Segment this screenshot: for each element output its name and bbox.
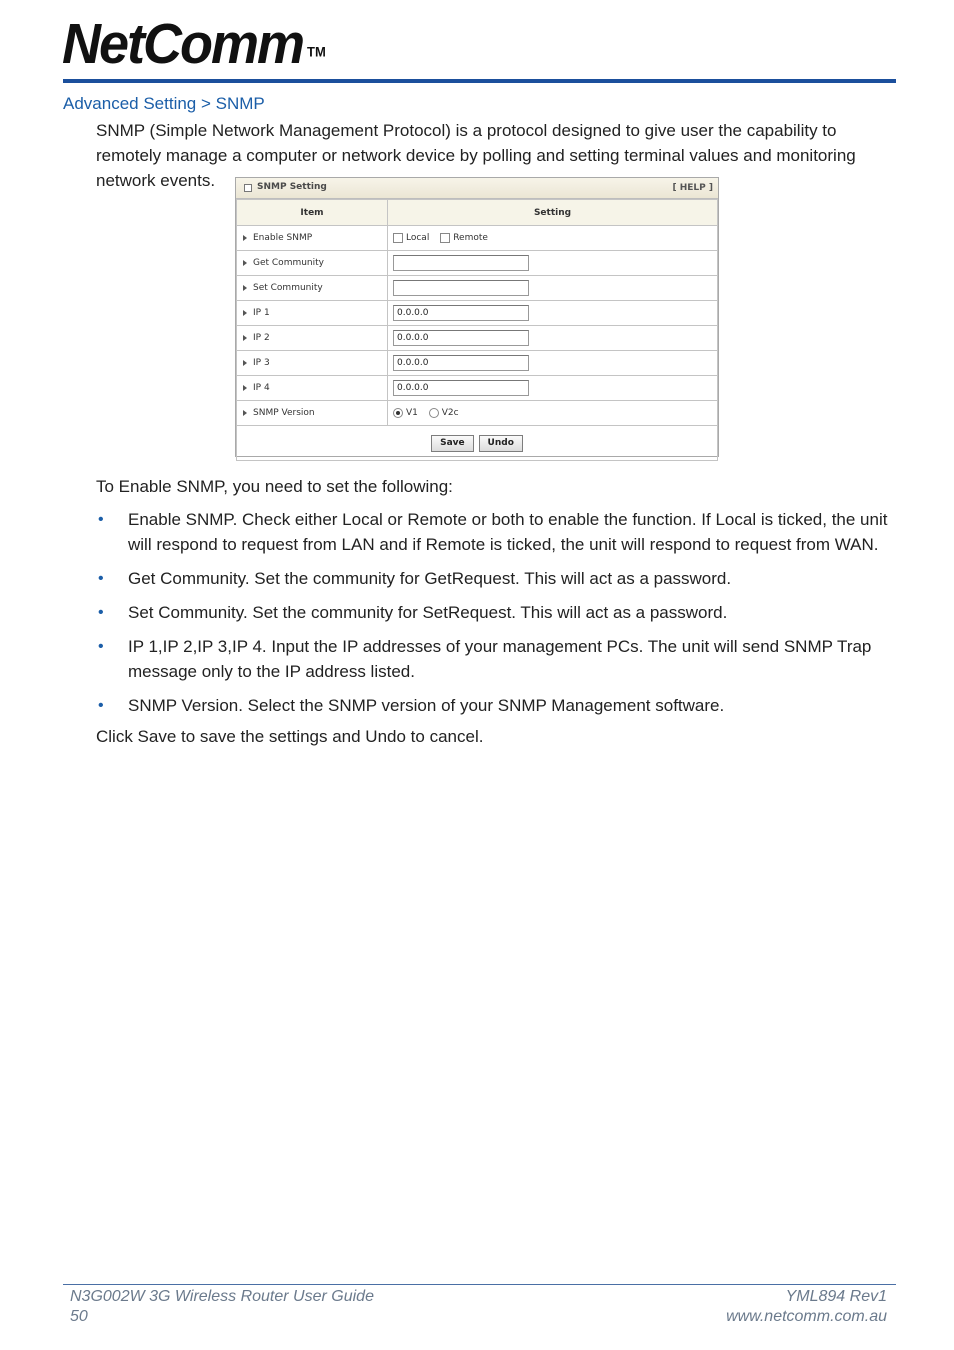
- bullet-icon: •: [98, 697, 104, 714]
- ip1-input[interactable]: [393, 305, 529, 321]
- ip4-input[interactable]: [393, 380, 529, 396]
- local-label: Local: [406, 232, 430, 243]
- arrow-right-icon: [243, 260, 247, 266]
- get-community-input[interactable]: [393, 255, 529, 271]
- footer-rule: [63, 1284, 896, 1285]
- enable-instructions: To Enable SNMP, you need to set the following:: [96, 477, 453, 496]
- table-row: [237, 276, 718, 301]
- bullet-text: IP 1,IP 2,IP 3,IP 4. Input the IP addresses of your management PCs. The unit will send SNMP Trap message only to the IP address listed.: [128, 637, 872, 681]
- bullet-text: SNMP Version. Select the SNMP version of your SNMP Management software.: [128, 696, 725, 715]
- settings-bullet-list: [96, 507, 896, 727]
- table-row: [237, 251, 718, 276]
- bullet-icon: •: [98, 638, 104, 655]
- list-item: [96, 634, 896, 684]
- footer-website: www.netcomm.com.au: [726, 1308, 887, 1325]
- bullet-text: Enable SNMP. Check either Local or Remote or both to enable the function. If Local is ticked, the unit will respond to request from LAN and if Remote is ticked, the unit will respond to request from WAN.: [128, 510, 888, 554]
- bullet-text: Get Community. Set the community for GetRequest. This will act as a password.: [128, 569, 732, 588]
- bullet-icon: •: [98, 511, 104, 528]
- panel-square-icon: [244, 184, 252, 192]
- save-instructions: Click Save to save the settings and Undo to cancel.: [96, 727, 484, 746]
- intro-paragraph: SNMP (Simple Network Management Protocol) is a protocol designed to give user the capability to remotely manage a computer or network device by polling and setting terminal values and monitoring network events.: [96, 121, 856, 190]
- netcomm-logo: NetComm ™: [62, 12, 326, 76]
- ip3-input[interactable]: [393, 355, 529, 371]
- column-header-item: Item: [237, 200, 388, 226]
- ip1-label: IP 1: [253, 308, 270, 318]
- panel-title: SNMP Setting: [257, 182, 327, 192]
- snmp-version-label: SNMP Version: [253, 408, 315, 418]
- v1-radio[interactable]: [393, 408, 403, 418]
- table-row: [237, 226, 718, 251]
- arrow-right-icon: [243, 385, 247, 391]
- list-item: [96, 507, 896, 557]
- table-row: [237, 301, 718, 326]
- ip2-label: IP 2: [253, 333, 270, 343]
- v2c-radio[interactable]: [429, 408, 439, 418]
- set-community-label: Set Community: [253, 283, 323, 293]
- help-link[interactable]: [ HELP ]: [672, 183, 713, 193]
- set-community-input[interactable]: [393, 280, 529, 296]
- table-row: [237, 326, 718, 351]
- undo-button[interactable]: Undo: [479, 435, 523, 452]
- button-row: [237, 426, 718, 461]
- ip3-label: IP 3: [253, 358, 270, 368]
- panel-header: [236, 178, 718, 199]
- header-rule: [63, 79, 896, 83]
- bullet-icon: •: [98, 604, 104, 621]
- save-button[interactable]: Save: [431, 435, 474, 452]
- list-item: [96, 566, 896, 591]
- list-item: [96, 693, 896, 718]
- remote-checkbox[interactable]: [440, 233, 450, 243]
- bullet-icon: •: [98, 570, 104, 587]
- get-community-label: Get Community: [253, 258, 324, 268]
- arrow-right-icon: [243, 285, 247, 291]
- ip2-input[interactable]: [393, 330, 529, 346]
- section-title: Advanced Setting > SNMP: [63, 94, 265, 113]
- table-row: [237, 351, 718, 376]
- arrow-right-icon: [243, 235, 247, 241]
- arrow-right-icon: [243, 410, 247, 416]
- bullet-text: Set Community. Set the community for SetRequest. This will act as a password.: [128, 603, 728, 622]
- local-checkbox[interactable]: [393, 233, 403, 243]
- v2c-label: V2c: [441, 407, 459, 418]
- footer-revision: YML894 Rev1: [785, 1288, 887, 1305]
- arrow-right-icon: [243, 360, 247, 366]
- snmp-setting-panel: [235, 177, 719, 457]
- footer-guide-title: N3G002W 3G Wireless Router User Guide: [70, 1288, 374, 1305]
- table-row: [237, 401, 718, 426]
- enable-snmp-label: Enable SNMP: [253, 233, 313, 243]
- column-header-setting: Setting: [388, 200, 718, 226]
- list-item: [96, 600, 896, 625]
- footer-page-number: 50: [70, 1308, 88, 1325]
- snmp-settings-table: [236, 199, 718, 461]
- v1-label: V1: [406, 407, 418, 418]
- arrow-right-icon: [243, 335, 247, 341]
- table-row: [237, 376, 718, 401]
- remote-label: Remote: [453, 232, 488, 243]
- ip4-label: IP 4: [253, 383, 270, 393]
- arrow-right-icon: [243, 310, 247, 316]
